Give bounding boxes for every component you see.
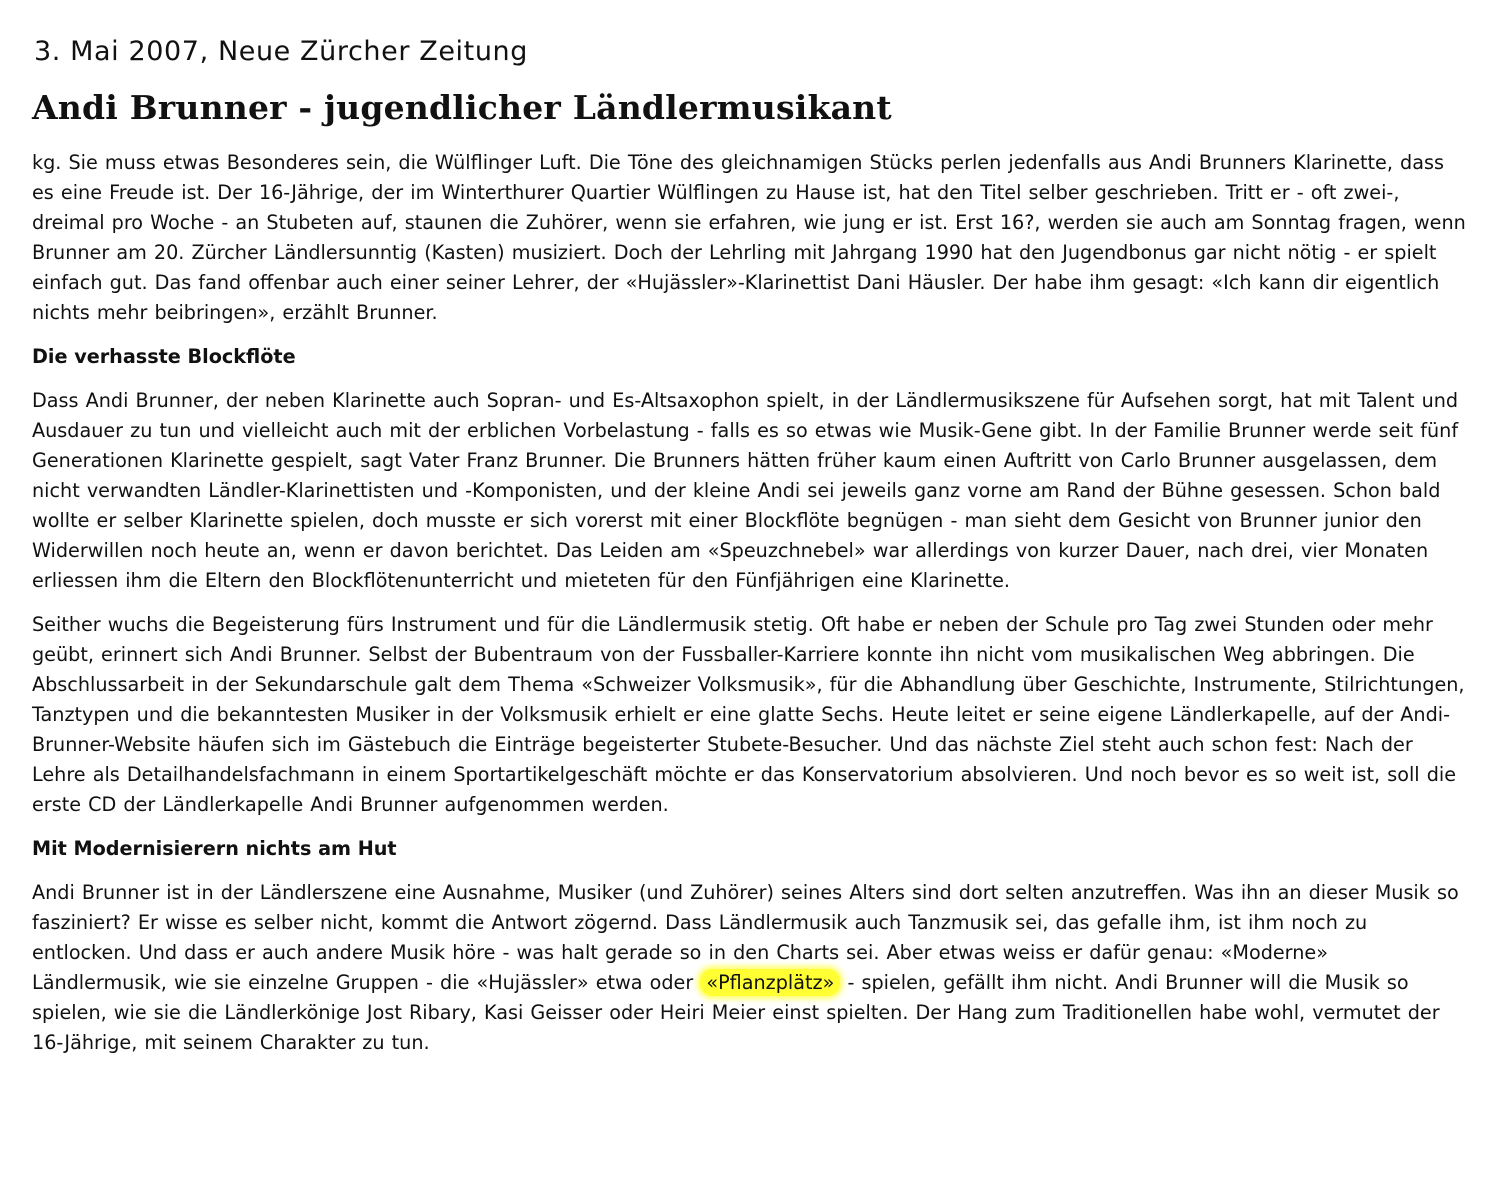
article <box>32 34 1468 1072</box>
intro-paragraph: kg. Sie muss etwas Besonderes sein, die Wülflinger Luft. Die Töne des gleichnamigen Stücks perlen jedenfalls aus Andi Brunners Klarinette, dass es eine Freude ist. Der 16-Jährige, der im Winterthurer Quartier Wülflingen zu Hause ist, hat den Titel selber geschrieben. Tritt er - oft zwei-, dreimal pro Woche - an Stubeten auf, staunen die Zuhörer, wenn sie erfahren, wie jung er ist. Erst 16?, werden sie auch am Sonntag fragen, wenn Brunner am 20. Zürcher Ländlersunntig (Kasten) musiziert. Doch der Lehrling mit Jahrgang 1990 hat den Jugendbonus gar nicht nötig - er spielt einfach gut. Das fand offenbar auch einer seiner Lehrer, der «Hujässler»-Klarinettist Dani Häusler. Der habe ihm gesagt: «Ich kann dir eigentlich nichts mehr beibringen», erzählt Brunner. <box>32 151 1466 324</box>
highlighted-phrase: «Pflanzplätz» <box>700 969 840 996</box>
body-paragraph-highlighted <box>32 878 1468 1058</box>
dateline: 3. Mai 2007, Neue Zürcher Zeitung <box>34 36 528 67</box>
paragraph-text-after-highlight: - spielen, gefällt ihm nicht. Andi Brunner will die Musik so spielen, wie sie die Ländlerkönige Jost Ribary, Kasi Geisser oder Heiri Meier einst spielten. Der Hang zum Traditionellen habe wohl, vermutet der 16-Jährige, mit seinem Charakter zu tun. <box>32 971 1440 1054</box>
section-heading-blockfloete: Die verhasste Blockflöte <box>32 345 296 368</box>
paragraph-text-before-highlight: Andi Brunner ist in der Ländlerszene eine Ausnahme, Musiker (und Zuhörer) seines Alters sind dort selten anzutreffen. Was ihn an dieser Musik so fasziniert? Er wisse es selber nicht, kommt die Antwort zögernd. Dass Ländlermusik auch Tanzmusik sei, das gefalle ihm, ist ihm noch zu entlocken. Und dass er auch andere Musik höre - was halt gerade so in den Charts sei. Aber etwas weiss er dafür genau: «Moderne» Ländlermusik, wie sie einzelne Gruppen - die «Hujässler» etwa oder <box>32 881 1459 994</box>
headline: Andi Brunner - jugendlicher Ländlermusikant <box>32 88 892 127</box>
body-paragraph: Seither wuchs die Begeisterung fürs Instrument und für die Ländlermusik stetig. Oft habe er neben der Schule pro Tag zwei Stunden oder mehr geübt, erinnert sich Andi Brunner. Selbst der Bubentraum von der Fussballer-Karriere konnte ihn nicht vom musikalischen Weg abbringen. Die Abschlussarbeit in der Sekundarschule galt dem Thema «Schweizer Volksmusik», für die Abhandlung über Geschichte, Instrumente, Stilrichtungen, Tanztypen und die bekanntesten Musiker in der Volksmusik erhielt er eine glatte Sechs. Heute leitet er seine eigene Ländlerkapelle, auf der Andi-Brunner-Website häufen sich im Gästebuch die Einträge begeisterter Stubete-Besucher. Und das nächste Ziel steht auch schon fest: Nach der Lehre als Detailhandelsfachmann in einem Sportartikelgeschäft möchte er das Konservatorium absolvieren. Und noch bevor es so weit ist, soll die erste CD der Ländlerkapelle Andi Brunner aufgenommen werden. <box>32 613 1465 816</box>
body-paragraph: Dass Andi Brunner, der neben Klarinette auch Sopran- und Es-Altsaxophon spielt, in der Ländlermusikszene für Aufsehen sorgt, hat mit Talent und Ausdauer zu tun und vielleicht auch mit der erblichen Vorbelastung - falls es so etwas wie Musik-Gene gibt. In der Familie Brunner werde seit fünf Generationen Klarinette gespielt, sagt Vater Franz Brunner. Die Brunners hätten früher kaum einen Auftritt von Carlo Brunner ausgelassen, dem nicht verwandten Ländler-Klarinettisten und -Komponisten, und der kleine Andi sei jeweils ganz vorne am Rand der Bühne gesessen. Schon bald wollte er selber Klarinette spielen, doch musste er sich vorerst mit einer Blockflöte begnügen - man sieht dem Gesicht von Brunner junior den Widerwillen noch heute an, wenn er davon berichtet. Das Leiden am «Speuzchnebel» war allerdings von kurzer Dauer, nach drei, vier Monaten erliessen ihm die Eltern den Blockflötenunterricht und mieteten für den Fünfjährigen eine Klarinette. <box>32 389 1459 592</box>
section-heading-modernisierer: Mit Modernisierern nichts am Hut <box>32 837 397 860</box>
